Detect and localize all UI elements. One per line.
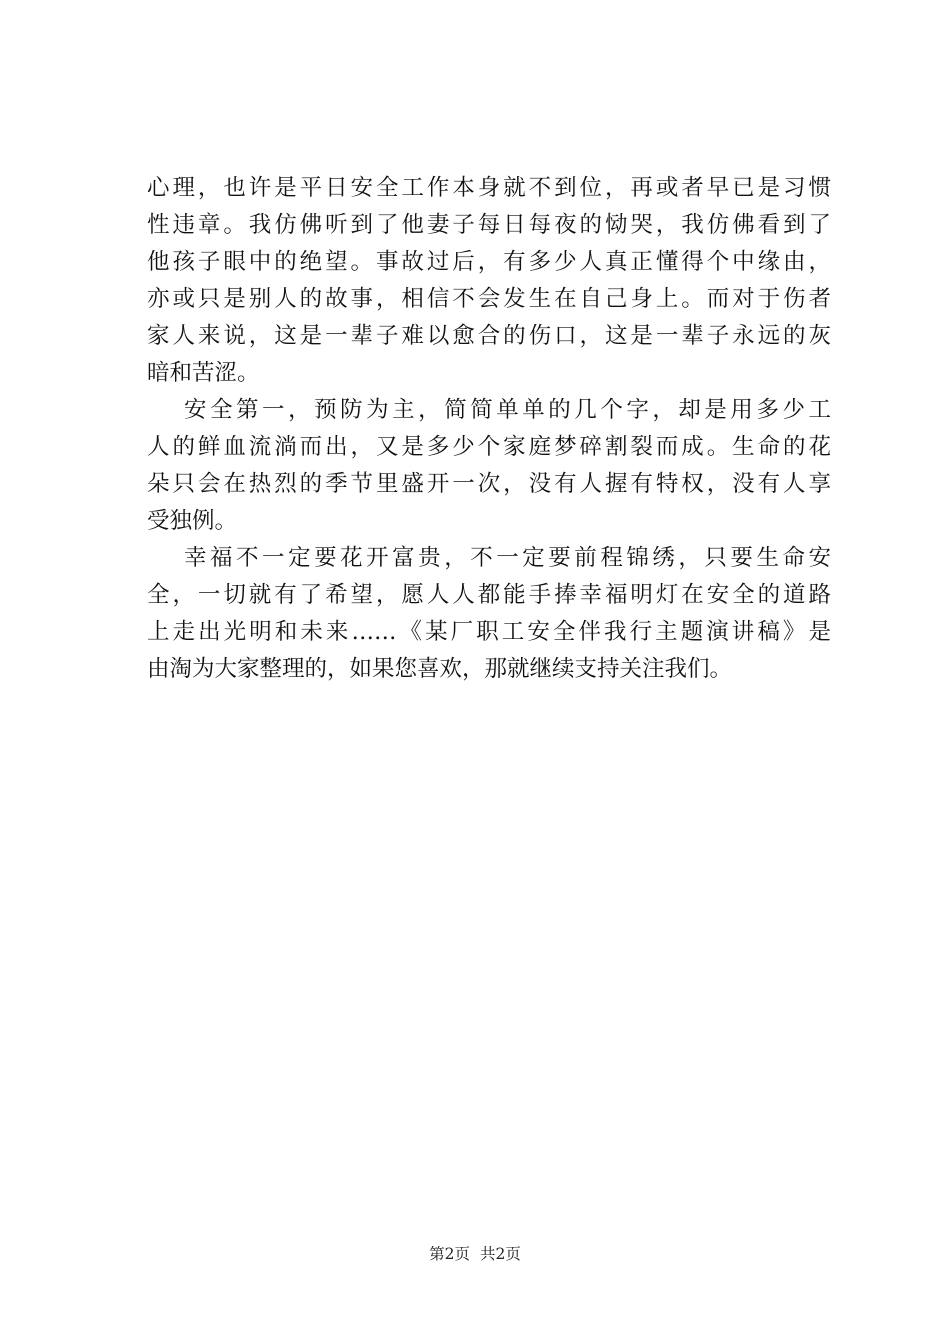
text-line: 上走出光明和未来……《某厂职工安全伴我行主题演讲稿》是: [147, 619, 831, 645]
text-line: 安全第一，预防为主，简简单单的几个字，却是用多少工: [184, 397, 831, 423]
text-line: 暗和苦涩。: [147, 360, 260, 386]
text-line: 由淘为大家整理的，如果您喜欢，那就继续支持关注我们。: [147, 656, 733, 682]
document-body: [147, 170, 831, 688]
text-line: 全，一切就有了希望，愿人人都能手捧幸福明灯在安全的道路: [147, 582, 831, 608]
page-total: 共2页: [480, 1245, 521, 1263]
text-line: 朵只会在热烈的季节里盛开一次，没有人握有特权，没有人享: [147, 471, 831, 497]
text-line: 亦或只是别人的故事，相信不会发生在自己身上。而对于伤者: [147, 286, 831, 312]
page-footer: [0, 1243, 950, 1265]
text-line: 心理，也许是平日安全工作本身就不到位，再或者早已是习惯: [147, 175, 831, 201]
text-line: 人的鲜血流淌而出，又是多少个家庭梦碎割裂而成。生命的花: [147, 434, 831, 460]
text-line: 受独例。: [147, 508, 238, 534]
text-line: 他孩子眼中的绝望。事故过后，有多少人真正懂得个中缘由，: [147, 249, 831, 275]
text-line: 家人来说，这是一辈子难以愈合的伤口，这是一辈子永远的灰: [147, 323, 831, 349]
page-number: 第2页: [429, 1245, 470, 1263]
text-line: 性违章。我仿佛听到了他妻子每日每夜的恸哭，我仿佛看到了: [147, 212, 831, 238]
text-line: 幸福不一定要花开富贵，不一定要前程锦绣，只要生命安: [184, 545, 831, 571]
